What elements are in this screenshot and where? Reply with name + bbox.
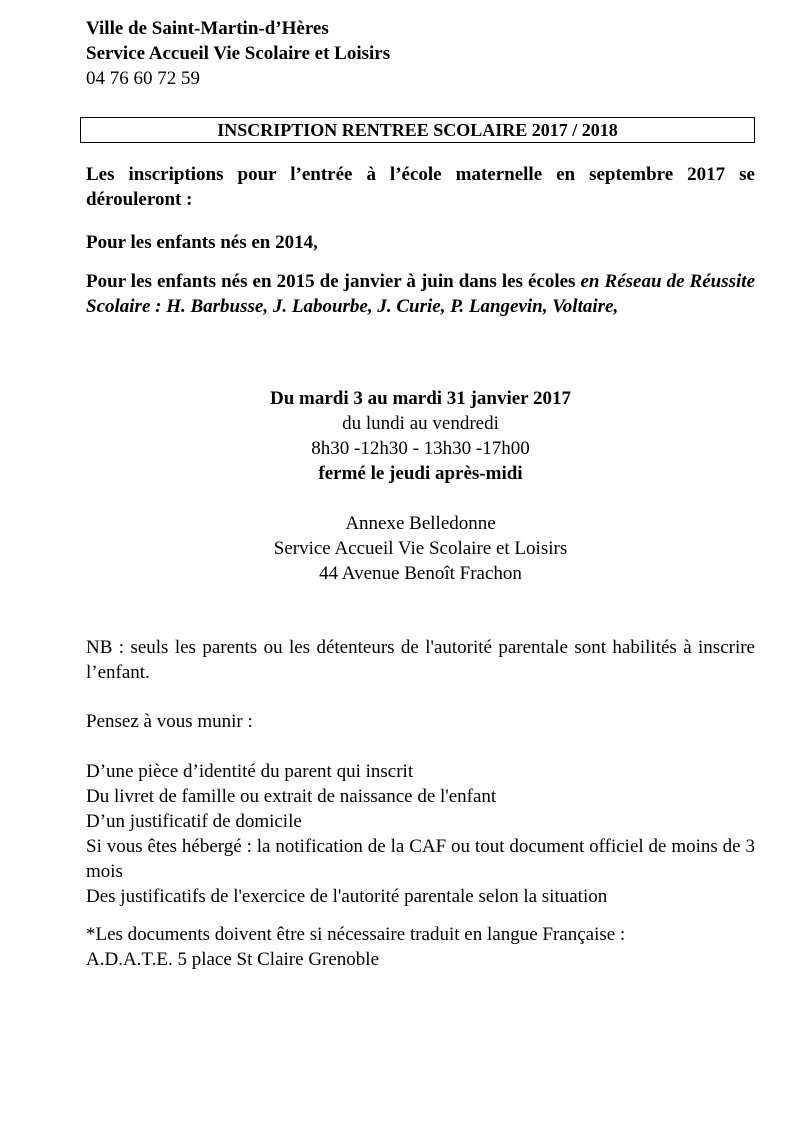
service-name: Service Accueil Vie Scolaire et Loisirs <box>86 43 391 64</box>
schedule-closed: fermé le jeudi après-midi <box>318 463 523 484</box>
bring-intro: Pensez à vous munir : <box>86 711 253 732</box>
schedule-days: du lundi au vendredi <box>342 413 499 434</box>
document-title: INSCRIPTION RENTREE SCOLAIRE 2017 / 2018 <box>80 117 755 143</box>
address-street: 44 Avenue Benoît Frachon <box>319 563 522 584</box>
intro-paragraph: Les inscriptions pour l’entrée à l’école maternelle en septembre 2017 se dérouleront : <box>86 164 755 210</box>
city-name: Ville de Saint-Martin-d’Hères <box>86 18 329 39</box>
schedule-block <box>86 386 755 486</box>
translation-note: *Les documents doivent être si nécessaire traduit en langue Française : <box>86 924 626 945</box>
address-building: Annexe Belledonne <box>345 513 496 534</box>
children-2015-paragraph <box>86 269 755 319</box>
header-block <box>86 16 390 91</box>
phone-number: 04 76 60 72 59 <box>86 68 200 89</box>
list-item: D’un justificatif de domicile <box>86 811 302 832</box>
documents-list <box>86 759 755 909</box>
address-block <box>86 511 755 586</box>
list-item: Si vous êtes hébergé : la notification de la CAF ou tout document officiel de moins de 3 mois <box>86 836 755 882</box>
list-item: Du livret de famille ou extrait de naissance de l'enfant <box>86 786 497 807</box>
address-service: Service Accueil Vie Scolaire et Loisirs <box>273 538 568 559</box>
list-item: Des justificatifs de l'exercice de l'autorité parentale selon la situation <box>86 886 608 907</box>
schedule-hours: 8h30 -12h30 - 13h30 -17h00 <box>311 438 530 459</box>
children-2014-paragraph: Pour les enfants nés en 2014, <box>86 232 318 253</box>
children-2015-italic: en Réseau de Réussite Scolaire : H. Barbusse, J. Labourbe, J. Curie, P. Langevin, Voltaire, <box>86 271 755 317</box>
translation-address: A.D.A.T.E. 5 place St Claire Grenoble <box>86 949 380 970</box>
schedule-dates: Du mardi 3 au mardi 31 janvier 2017 <box>269 388 571 409</box>
list-item: D’une pièce d’identité du parent qui inscrit <box>86 761 414 782</box>
children-2015-text: Pour les enfants nés en 2015 de janvier à juin dans les écoles <box>86 271 581 292</box>
nb-paragraph: NB : seuls les parents ou les détenteurs de l'autorité parentale sont habilités à inscrire l’enfant. <box>86 637 755 683</box>
